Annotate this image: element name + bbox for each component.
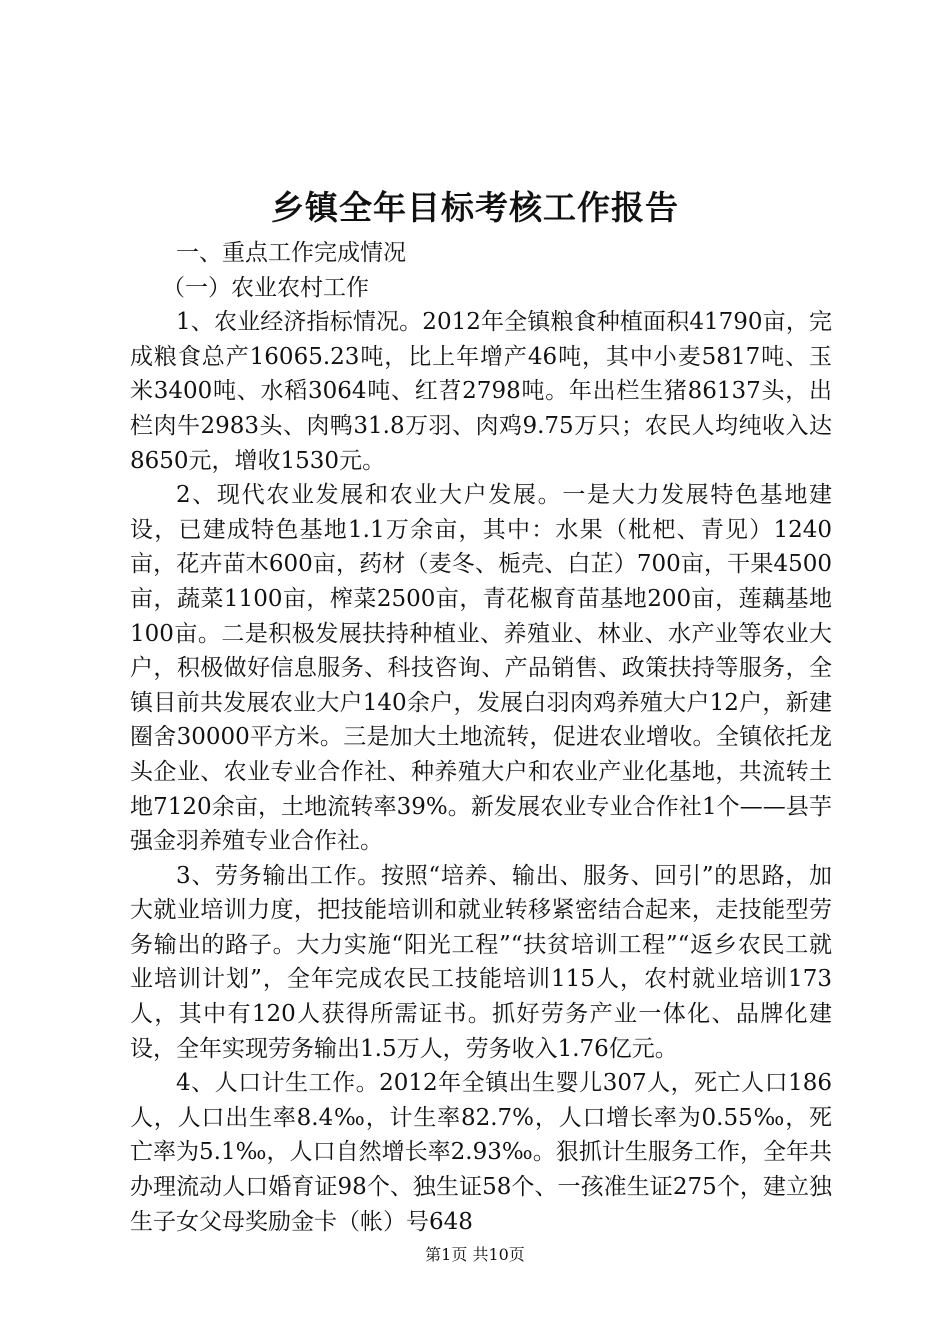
section-heading: 一、重点工作完成情况 [176,240,406,266]
subsection-heading: （一）农业农村工作 [162,274,369,301]
page-footer: 第1页 共10页 [425,1245,525,1264]
paragraph-agriculture-indicators: 1、农业经济指标情况。2012年全镇粮食种植面积41790亩，完成粮食总产16065.23吨，比上年增产46吨，其中小麦5817吨、玉米3400吨、水稻3064吨、红苕2798吨。年出栏生猪86137头，出栏肉牛2983头、肉鸭31.8万羽、肉鸡9.75万只；农民人均纯收入达8650元，增收1530元。 [130,309,832,474]
paragraph-modern-agriculture: 2、现代农业发展和农业大户发展。一是大力发展特色基地建设，已建成特色基地1.1万余亩，其中：水果（枇杷、青见）1240亩，花卉苗木600亩，药材（麦冬、栀壳、白芷）700亩，干果4500亩，蔬菜1100亩，榨菜2500亩，青花椒育苗基地200亩，莲藕基地100亩。二是积极发展扶持种植业、养殖业、林业、水产业等农业大户，积极做好信息服务、科技咨询、产品销售、政策扶持等服务，全镇目前共发展农业大户140余户，发展白羽肉鸡养殖大户12户，新建圈舍30000平方米。三是加大土地流转，促进农业增收。全镇依托龙头企业、农业专业合作社、种养殖大户和农业产业化基地，共流转土地7120余亩，土地流转率39%。新发展农业专业合作社1个——县芋强金羽养殖专业合作社。 [130,482,832,855]
paragraph-population-planning: 4、人口计生工作。2012年全镇出生婴儿307人，死亡人口186人，人口出生率8.4‰，计生率82.7%，人口增长率为0.55‰，死亡率为5.1‰，人口自然增长率2.93‰。狠抓计生服务工作，全年共办理流动人口婚育证98个、独生证58个、一孩准生证275个，建立独生子女父母奖励金卡（帐）号648 [130,1070,832,1235]
paragraph-labor-export: 3、劳务输出工作。按照“培养、输出、服务、回引”的思路，加大就业培训力度，把技能培训和就业转移紧密结合起来，走技能型劳务输出的路子。大力实施“阳光工程”“扶贫培训工程”“返乡农民工就业培训计划”，全年完成农民工技能培训115人，农村就业培训173人，其中有120人获得所需证书。抓好劳务产业一体化、品牌化建设，全年实现劳务输出1.5万人，劳务收入1.76亿元。 [130,862,832,1062]
document-title: 乡镇全年目标考核工作报告 [271,188,679,227]
document-body [130,236,832,1239]
